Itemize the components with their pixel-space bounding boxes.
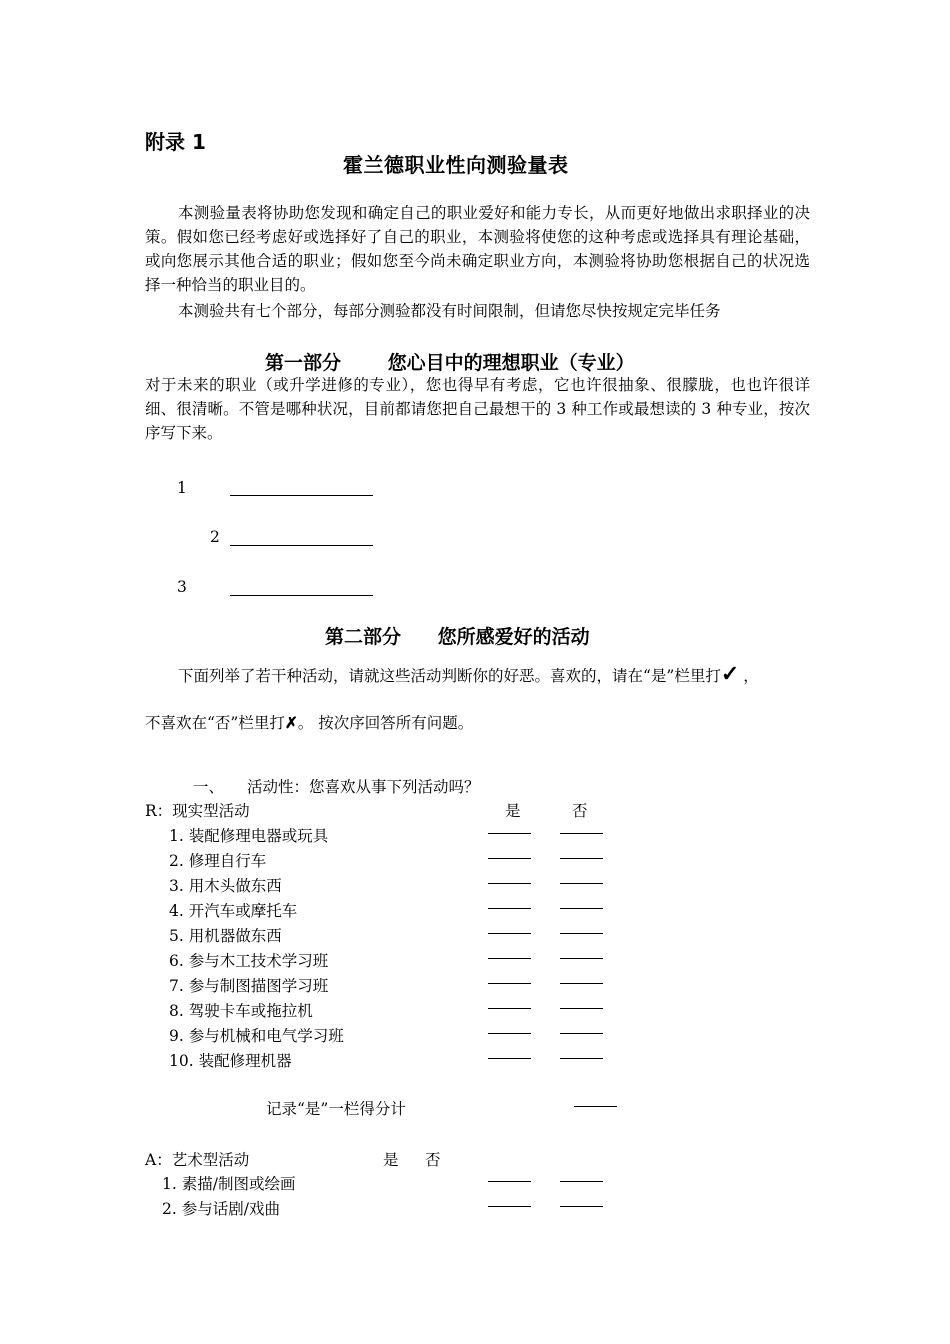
part2-heading (325, 622, 590, 649)
activity-item: 7. 参与制图描图学习班 (169, 977, 329, 995)
activity-item: 10. 装配修理机器 (169, 1052, 292, 1070)
yes-answer-line[interactable] (488, 1058, 531, 1059)
activity-item: 4. 开汽车或摩托车 (169, 902, 298, 920)
blank-3-number: 3 (177, 578, 187, 596)
cross-mark-icon: ✗ (284, 713, 298, 732)
activity-item: 8. 驾驶卡车或拖拉机 (169, 1002, 313, 1020)
activity-item: 1. 装配修理电器或玩具 (169, 827, 329, 845)
activity-item: 5. 用机器做东西 (169, 927, 282, 945)
yes-column-header: 是 (505, 802, 521, 820)
yes-answer-line[interactable] (488, 1008, 531, 1009)
activity-item: 6. 参与木工技术学习班 (169, 952, 329, 970)
no-answer-line[interactable] (560, 1033, 603, 1034)
document-title: 霍兰德职业性向测验量表 (343, 153, 569, 177)
part2-heading-title: 您所感爱好的活动 (437, 626, 590, 648)
answer-line-2[interactable] (230, 545, 373, 546)
part2-heading-number: 第二部分 (325, 626, 402, 648)
section-1-heading (193, 775, 479, 797)
yes-answer-line[interactable] (488, 833, 531, 834)
score-label: 记录“是”一栏得分计 (266, 1100, 406, 1118)
r-category-label: R：现实型活动 (145, 802, 250, 820)
part1-heading (265, 348, 635, 375)
a-yes-column-header: 是 (383, 1151, 399, 1169)
no-answer-line[interactable] (560, 1008, 603, 1009)
yes-answer-line[interactable] (488, 1206, 531, 1207)
yes-answer-line[interactable] (488, 1181, 531, 1182)
answer-line-3[interactable] (230, 595, 373, 596)
score-line[interactable] (574, 1106, 617, 1107)
a-category-label: A：艺术型活动 (145, 1151, 250, 1169)
part1-text: 对于未来的职业（或升学进修的专业），您也得早有考虑，它也许很抽象、很朦胧，也也许很详细、很清晰。不管是哪种状况，目前都请您把自己最想干的 3 种工作或最想读的 3 种专业，按次序写下来。 (145, 376, 810, 442)
no-answer-line[interactable] (560, 1058, 603, 1059)
activity-item: 1. 素描/制图或绘画 (162, 1175, 296, 1193)
no-column-header: 否 (572, 802, 588, 820)
yes-answer-line[interactable] (488, 1033, 531, 1034)
yes-answer-line[interactable] (488, 958, 531, 959)
instruction-1-end: ， (743, 667, 759, 685)
yes-answer-line[interactable] (488, 983, 531, 984)
section-1-number: 一、 (193, 778, 225, 796)
activity-item: 3. 用木头做东西 (169, 877, 282, 895)
instruction-2-text: 不喜欢在“否”栏里打 (145, 714, 285, 732)
no-answer-line[interactable] (560, 983, 603, 984)
yes-answer-line[interactable] (488, 908, 531, 909)
activity-item: 2. 修理自行车 (169, 852, 267, 870)
no-answer-line[interactable] (560, 833, 603, 834)
intro-paragraph-1: 本测验量表将协助您发现和确定自己的职业爱好和能力专长，从而更好地做出求职择业的决策。假如您已经考虑好或选择好了自己的职业，本测验将使您的这种考虑或选择具有理论基础，或向您展示其他合适的职业；假如您至今尚未确定职业方向，本测验将协助您根据自己的状况选择一种恰当的职业目的。 (145, 204, 810, 294)
no-answer-line[interactable] (560, 1206, 603, 1207)
intro-paragraph-2: 本测验共有七个部分，每部分测验都没有时间限制，但请您尽快按规定完毕任务 (178, 302, 721, 320)
part1-heading-title: 您心目中的理想职业（专业） (387, 352, 635, 374)
instruction-1-text: 下面列举了若干种活动，请就这些活动判断你的好恶。喜欢的，请在“是”栏里打 (178, 667, 721, 685)
yes-answer-line[interactable] (488, 933, 531, 934)
no-answer-line[interactable] (560, 858, 603, 859)
no-answer-line[interactable] (560, 1181, 603, 1182)
yes-answer-line[interactable] (488, 858, 531, 859)
blank-1-number: 1 (177, 479, 187, 497)
part1-heading-number: 第一部分 (265, 352, 342, 374)
activity-item: 2. 参与话剧/戏曲 (162, 1200, 280, 1218)
check-mark-icon: ✓ (720, 661, 740, 687)
section-1-title: 活动性：您喜欢从事下列活动吗？ (246, 778, 480, 796)
no-answer-line[interactable] (560, 958, 603, 959)
no-answer-line[interactable] (560, 908, 603, 909)
activity-item: 9. 参与机械和电气学习班 (169, 1027, 344, 1045)
blank-2-number: 2 (210, 528, 220, 546)
no-answer-line[interactable] (560, 933, 603, 934)
no-answer-line[interactable] (560, 883, 603, 884)
answer-line-1[interactable] (230, 495, 373, 496)
part2-instruction-1 (178, 662, 759, 689)
part2-instruction-2 (145, 711, 473, 736)
appendix-label: 附录 1 (145, 130, 206, 154)
yes-answer-line[interactable] (488, 883, 531, 884)
a-no-column-header: 否 (425, 1151, 441, 1169)
instruction-2-end: 。 按次序回答所有问题。 (297, 714, 474, 732)
